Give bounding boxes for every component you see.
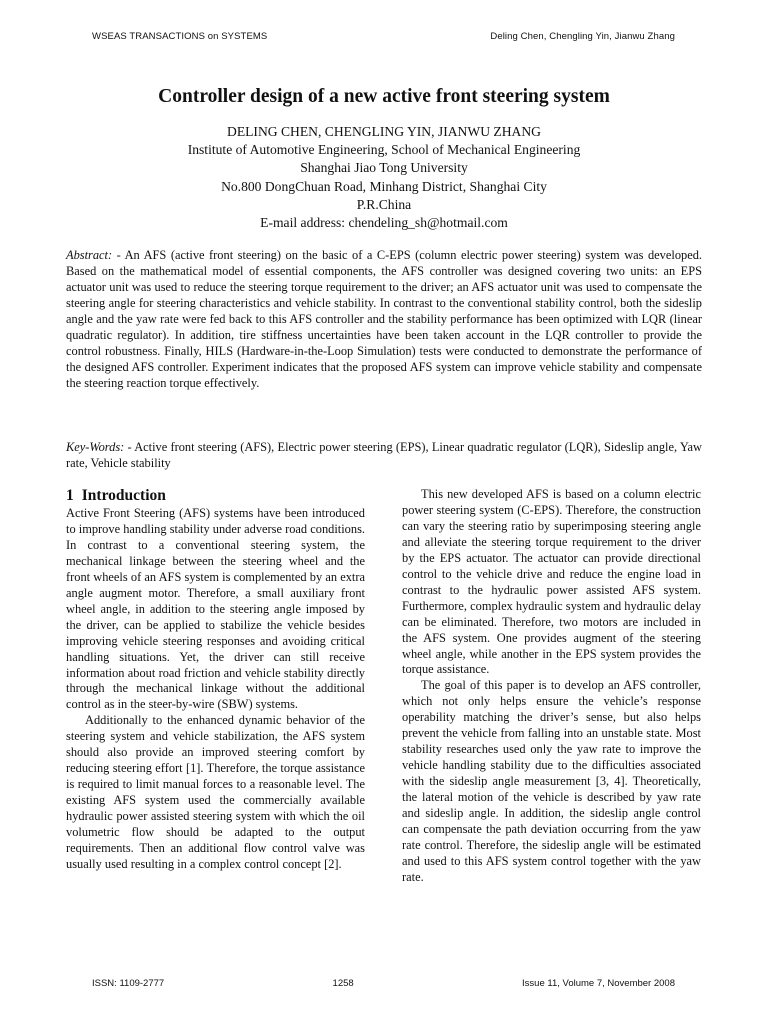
- left-column: [66, 487, 365, 873]
- abstract: [66, 248, 702, 392]
- journal-name: WSEAS TRANSACTIONS on SYSTEMS: [92, 31, 268, 42]
- section-heading: [66, 487, 365, 505]
- running-header: [92, 31, 675, 42]
- issn: ISSN: 1109-2777: [92, 978, 165, 989]
- abstract-label: Abstract: -: [66, 248, 121, 262]
- body-paragraph: Active Front Steering (AFS) systems have been introduced to improve handling stability under adverse road conditions. In contrast to a conventional steering system, the mechanical linkage between the steering wheel and the front wheels of an AFS system is complemented by an extra angle augment motor. Therefore, a small auxiliary front wheel angle, in addition to the steering angle imposed by the driver, can be applied to stabilize the vehicle besides improving vehicle steering responses and avoiding critical handling situations. Yet, the driver can still receive information about road friction and vehicle stability directly through the mechanical linkage without the additional control as in the steer-by-wire (SBW) systems.: [66, 506, 365, 712]
- body-paragraph: Additionally to the enhanced dynamic behavior of the steering system and vehicle stabilization, the AFS system should also provide an improved steering comfort by reducing steering effort [1]. Therefore, the torque assistance is required to limit manual forces to a reasonable level. The existing AFS system used the commercially available hydraulic power assisted steering system with which the oil volumetric flow should be adapted to the output requirements. Then an additional flow control valve was usually used resulting in a complex control concept [2].: [66, 713, 365, 871]
- header-authors: Deling Chen, Chengling Yin, Jianwu Zhang: [490, 31, 675, 42]
- body-paragraph: This new developed AFS is based on a column electric power steering system (C-EPS). Therefore, the construction can vary the steering ratio by superimposing steering angle and alleviate the steering torque requirement to the driver by the EPS actuator. The actuator can provide directional control to the vehicle drive and reduce the engine load in contrast to the hydraulic power assisted AFS system. Furthermore, complex hydraulic system and hydraulic delay can be eliminated. Therefore, two motors are included in the AFS system. One provides augment of the steering wheel angle, while another in the EPS system provides the torque assistance.: [402, 487, 702, 677]
- section-number: 1: [66, 487, 74, 504]
- author-names: DELING CHEN, CHENGLING YIN, JIANWU ZHANG: [227, 124, 541, 139]
- address-line: No.800 DongChuan Road, Minhang District, Shanghai City: [221, 178, 547, 194]
- keywords: [66, 440, 702, 472]
- abstract-text: An AFS (active front steering) on the basic of a C-EPS (column electric power steering) system was developed. Based on the mathematical model of essential components, the AFS controller was designed covering two units: an EPS actuator unit was used to reduce the steering torque requirement to the driver; an AFS actuator unit was used to compensate the steering angle for steering characteristics and vehicle stability. In contrast to the conventional stability control, both the sideslip angle and the yaw rate were fed back to this AFS controller and the stability performance has been optimized with LQR (linear quadratic regulator). In addition, tire stiffness uncertainties have been taken account in the LQR controller to provide the control robustness. Finally, HILS (Hardware-in-the-Loop Simulation) tests were conducted to demonstrate the performance of the designed AFS controller. Experiment indicates that the proposed AFS system can improve vehicle stability and compensate the steering reaction torque effectively.: [66, 248, 702, 390]
- paper-title: Controller design of a new active front steering system: [158, 86, 610, 107]
- keywords-text: Active front steering (AFS), Electric power steering (EPS), Linear quadratic regulator (LQR), Sideslip angle, Yaw rate, Vehicle stability: [66, 440, 703, 470]
- country-line: P.R.China: [356, 196, 412, 212]
- issue-info: Issue 11, Volume 7, November 2008: [522, 978, 675, 989]
- keywords-label: Key-Words: -: [66, 440, 132, 454]
- page-number: 1258: [332, 978, 354, 989]
- section-title: Introduction: [81, 487, 166, 504]
- university-line: Shanghai Jiao Tong University: [300, 160, 468, 176]
- email-line: E-mail address: chendeling_sh@hotmail.com: [260, 215, 508, 231]
- right-column: [402, 487, 701, 886]
- affiliation-block: [0, 123, 768, 232]
- institute-line: Institute of Automotive Engineering, School of Mechanical Engineering: [187, 142, 581, 158]
- body-paragraph: The goal of this paper is to develop an AFS controller, which not only helps ensure the vehicle’s response operability matching the driver’s sense, but also helps prevent the vehicle from falling into an unstable state. Most stability researches used only the yaw rate to improve the vehicle handling stability due to the difficulties associated with the sideslip angle measurement [3, 4]. Theoretically, the lateral motion of the vehicle is described by yaw rate and sideslip angle. In addition, the sideslip angle control can compensate the path deviation occurring from the yaw rate control. Therefore, the sideslip angle will be estimated and used to this AFS system control together with the yaw rate.: [402, 678, 701, 884]
- page-footer: [92, 978, 675, 989]
